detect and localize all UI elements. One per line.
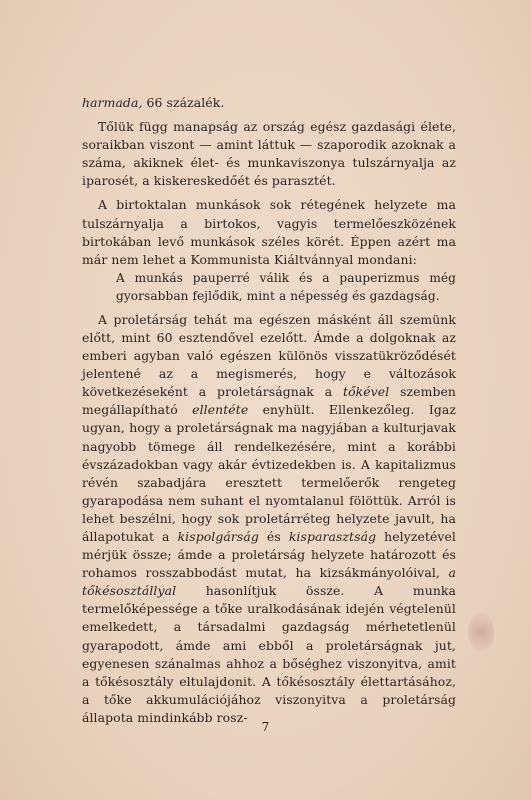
paper-stain <box>468 612 494 652</box>
paragraph-1 <box>82 94 456 112</box>
block-quote: A munkás pauperré válik és a pauperizmus még gyorsabban fejlődik, mint a népesség és gazdagság. <box>116 270 456 303</box>
italic-text: tőkével <box>343 384 390 400</box>
paragraph-2: Tőlük függ manapság az ország egész gazdasági élete, soraikban viszont — amint láttuk — szaporodik azoknak a száma, akiknek élet- és munkaviszonya tulszárnyalja az iparosét, a kiskereskedőét és parasztét. <box>82 119 456 189</box>
text-run: A proletárság tehát ma egészen másként áll szemünk előtt, mint 60 esztendővel ezelőtt. Ámde a dolgoknak az emberi agyban való egészen különös visszatükröződését jelentené az a megismerés, hogy e változások következéseként a proletárságnak a <box>82 311 456 400</box>
italic-text: a tőkésosztállyal <box>82 565 456 599</box>
text-run: enyhült. Ellenkezőleg. Igaz ugyan, hogy a proletárságnak ma nagyjában a kulturjavak nagyobb tömege áll rendelkezésére, mint a korábbi évszázadokban vagy akár évtizedekben is. A kapitalizmus révén szabadjára eresztett termelőerők rengeteg gyarapodása nem suhant el nyomtalanul fölöttük. Arról is lehet beszélni, hogy sok proletárréteg helyzete javult, ha állapotukat a <box>82 402 456 544</box>
italic-text: kisparasztság <box>288 528 377 544</box>
italic-text: ellentéte <box>192 402 249 418</box>
text-run: 66 százalék. <box>142 95 225 110</box>
italic-text: harmada, <box>82 95 143 110</box>
text-run: hasonlítjuk össze. A munka termelőképessége a tőke uralkodásának idején végtelenül emelkedett, a társadalmi gazdagság mérhetetlenül gyarapodott, ámde ami ebből a proletárságnak jut, egyenesen szánalmas ahhoz a bőséghez viszonyitva, amit a tőkésosztály eltulajdonit. A tőkésosztály élettartásához, a tőke akkumulációjához viszonyitva a proletárság állapota mindinkább rosz- <box>82 583 456 725</box>
paragraph-3: A birtoktalan munkások sok rétegének helyzete ma tulszárnyalja a birtokos, vagyis termelőeszközének birtokában levő munkások széles körét. Éppen azért ma már nem lehet a Kommunista Kiáltvánnyal mondani: <box>82 197 456 267</box>
italic-text: kispolgárság <box>177 528 259 544</box>
text-run: szemben megállapítható <box>82 384 456 418</box>
page-number: 7 <box>261 720 270 734</box>
paragraph-4 <box>82 311 456 727</box>
text-run: helyzetével mérjük össze; ámde a proletárság helyzete határozott és rohamos rosszabbodást mutat, ha kizsákmányolóival, <box>82 528 456 581</box>
body-text <box>82 94 456 727</box>
text-run: és <box>258 528 289 544</box>
